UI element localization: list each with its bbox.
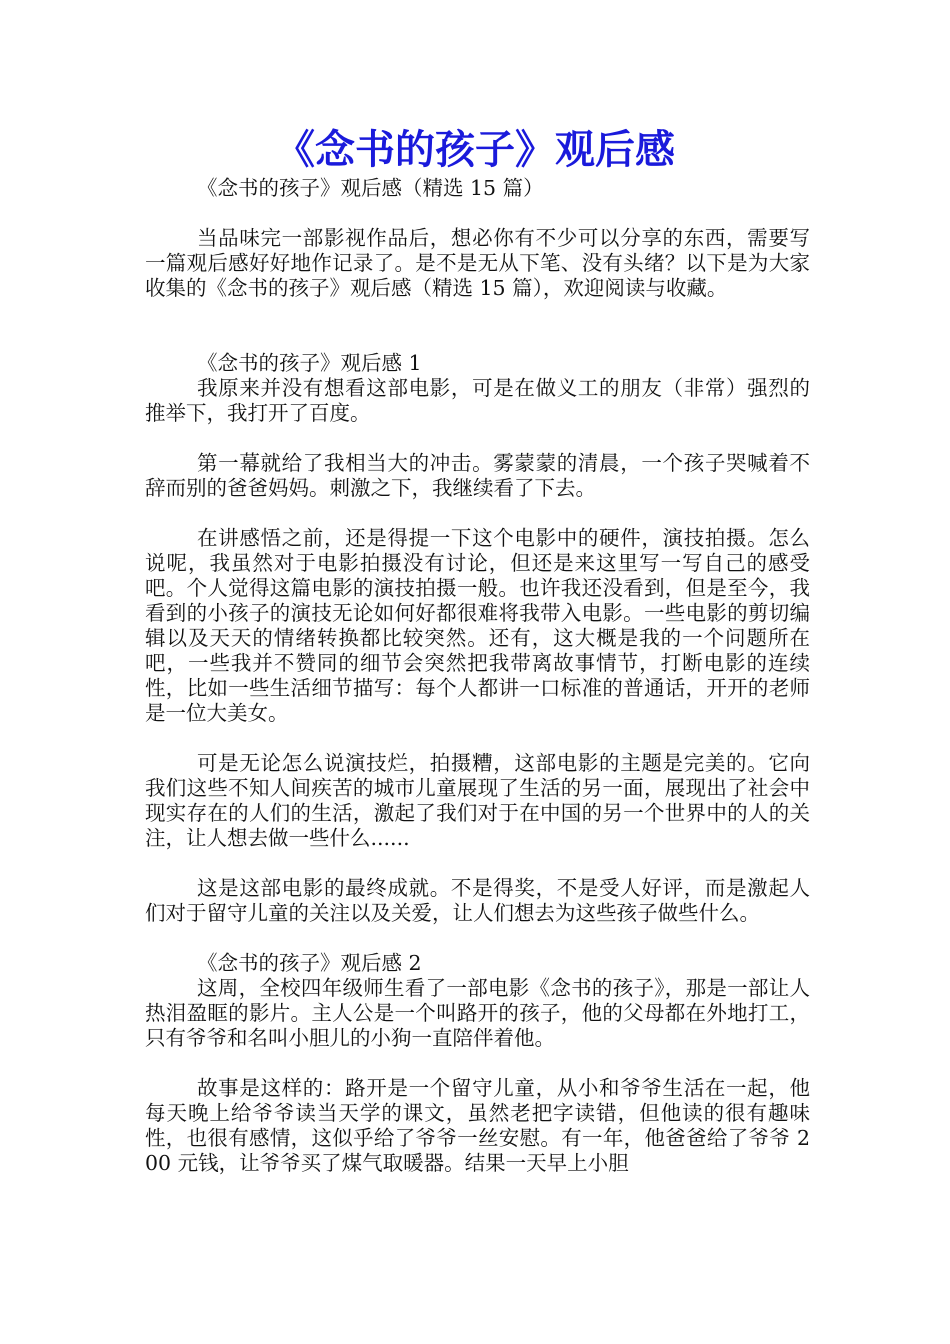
body-paragraph: 可是无论怎么说演技烂，拍摄糟，这部电影的主题是完美的。它向我们这些不知人间疾苦的城市儿童展现了生活的另一面，展现出了社会中现实存在的人们的生活，激起了我们对于在中国的另一个世界中的人的关注，让人想去做一些什么...... bbox=[145, 751, 810, 850]
spacer bbox=[145, 926, 810, 951]
spacer bbox=[145, 201, 810, 226]
intro-paragraph: 当品味完一部影视作品后，想必你有不少可以分享的东西，需要写一篇观后感好好地作记录了。是不是无从下笔、没有头绪？以下是为大家收集的《念书的孩子》观后感（精选 15 篇），欢迎阅读与收藏。 bbox=[145, 226, 810, 300]
document-title: 《念书的孩子》观后感 bbox=[275, 126, 675, 173]
spacer bbox=[145, 301, 810, 351]
body-paragraph: 这周，全校四年级师生看了一部电影《念书的孩子》，那是一部让人热泪盈眶的影片。主人公是一个叫路开的孩子，他的父母都在外地打工，只有爷爷和名叫小胆儿的小狗一直陪伴着他。 bbox=[145, 976, 810, 1050]
body-paragraph: 这是这部电影的最终成就。不是得奖，不是受人好评，而是激起人们对于留守儿童的关注以及关爱，让人们想去为这些孩子做些什么。 bbox=[145, 876, 810, 925]
body-paragraph: 故事是这样的：路开是一个留守儿童，从小和爷爷生活在一起，他每天晚上给爷爷读当天学的课文，虽然老把字读错，但他读的很有趣味性，也很有感情，这似乎给了爷爷一丝安慰。有一年，他爸爸给了爷爷 200 元钱，让爷爷买了煤气取暖器。结果一天早上小胆 bbox=[145, 1076, 810, 1175]
spacer bbox=[145, 851, 810, 876]
document-body bbox=[145, 176, 810, 1176]
spacer bbox=[145, 1051, 810, 1076]
spacer bbox=[145, 426, 810, 451]
spacer bbox=[145, 501, 810, 526]
document-subtitle: 《念书的孩子》观后感（精选 15 篇） bbox=[197, 176, 544, 200]
section-heading: 《念书的孩子》观后感 1 bbox=[197, 351, 422, 375]
spacer bbox=[145, 726, 810, 751]
body-paragraph: 第一幕就给了我相当大的冲击。雾蒙蒙的清晨，一个孩子哭喊着不辞而别的爸爸妈妈。刺激之下，我继续看了下去。 bbox=[145, 451, 810, 500]
body-paragraph: 我原来并没有想看这部电影，可是在做义工的朋友（非常）强烈的推举下，我打开了百度。 bbox=[145, 376, 810, 425]
section-heading: 《念书的孩子》观后感 2 bbox=[197, 951, 422, 975]
body-paragraph: 在讲感悟之前，还是得提一下这个电影中的硬件，演技拍摄。怎么说呢，我虽然对于电影拍摄没有讨论，但还是来这里写一写自己的感受吧。个人觉得这篇电影的演技拍摄一般。也许我还没看到，但是至今，我看到的小孩子的演技无论如何好都很难将我带入电影。一些电影的剪切编辑以及天天的情绪转换都比较突然。还有，这大概是我的一个问题所在吧，一些我并不赞同的细节会突然把我带离故事情节，打断电影的连续性，比如一些生活细节描写：每个人都讲一口标准的普通话，开开的老师是一位大美女。 bbox=[145, 526, 810, 725]
